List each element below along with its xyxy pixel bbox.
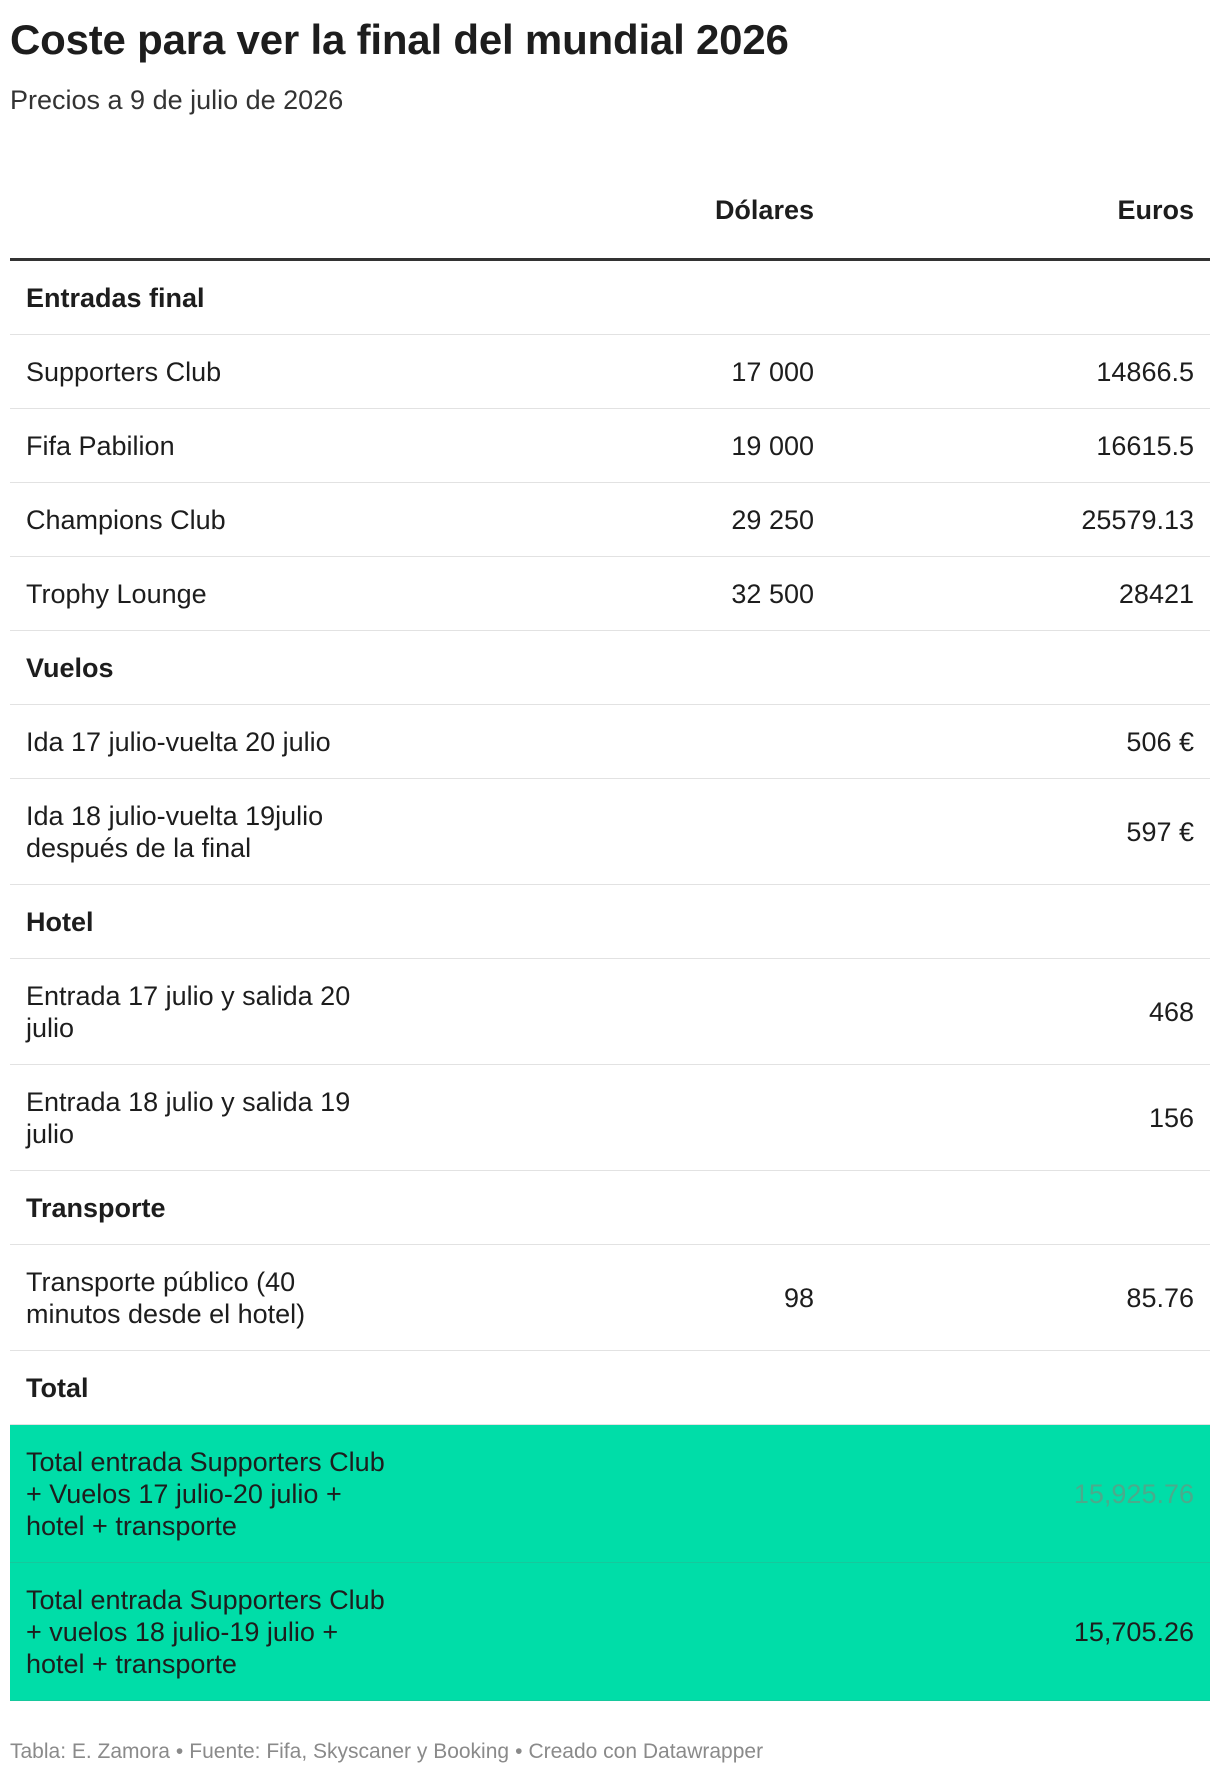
usd-value [480, 1563, 830, 1701]
eur-value [830, 885, 1210, 959]
table-row [10, 1065, 1210, 1171]
table-body [10, 260, 1210, 1701]
footer [10, 1737, 1210, 1767]
usd-value [480, 260, 830, 335]
section-title: Entradas final [10, 260, 480, 335]
table-row [10, 779, 1210, 885]
table-row [10, 409, 1210, 483]
table-row [10, 335, 1210, 409]
section-title: Vuelos [10, 631, 480, 705]
usd-value: 17 000 [480, 335, 830, 409]
eur-value: 15,925.76 [830, 1425, 1210, 1563]
cost-table [10, 162, 1210, 1701]
eur-value: 85.76 [830, 1245, 1210, 1351]
section-title: Hotel [10, 885, 480, 959]
eur-value: 15,705.26 [830, 1563, 1210, 1701]
eur-value: 468 [830, 959, 1210, 1065]
eur-value: 16615.5 [830, 409, 1210, 483]
column-header-dolares: Dólares [480, 162, 830, 260]
eur-value: 156 [830, 1065, 1210, 1171]
row-label: Entrada 18 julio y salida 19 julio [10, 1065, 480, 1171]
footer-created-with: Creado con Datawrapper [528, 1740, 764, 1763]
usd-value [480, 1065, 830, 1171]
table-row [10, 1245, 1210, 1351]
row-label: Ida 18 julio-vuelta 19julio después de la final [10, 779, 480, 885]
column-header-label [10, 162, 480, 260]
usd-value [480, 1171, 830, 1245]
eur-value: 506 € [830, 705, 1210, 779]
usd-value [480, 705, 830, 779]
row-label: Trophy Lounge [10, 557, 480, 631]
usd-value [480, 779, 830, 885]
footer-source: Fuente: Fifa, Skyscaner y Booking [189, 1740, 510, 1763]
page-title: Coste para ver la final del mundial 2026 [10, 16, 789, 63]
usd-value: 29 250 [480, 483, 830, 557]
usd-value [480, 1425, 830, 1563]
page-subtitle: Precios a 9 de julio de 2026 [10, 85, 344, 115]
eur-value: 14866.5 [830, 335, 1210, 409]
row-label: Ida 17 julio-vuelta 20 julio [10, 705, 480, 779]
usd-value: 19 000 [480, 409, 830, 483]
row-label: Total entrada Supporters Club + vuelos 18 julio-19 julio + hotel + transporte [10, 1563, 480, 1701]
eur-value [830, 260, 1210, 335]
usd-value: 32 500 [480, 557, 830, 631]
table-row [10, 557, 1210, 631]
usd-value [480, 631, 830, 705]
section-header-row [10, 885, 1210, 959]
eur-value [830, 1171, 1210, 1245]
row-label: Supporters Club [10, 335, 480, 409]
row-label: Fifa Pabilion [10, 409, 480, 483]
total-row [10, 1563, 1210, 1701]
section-header-row [10, 1171, 1210, 1245]
footer-table-credit: Tabla: E. Zamora [10, 1740, 170, 1763]
row-label: Total entrada Supporters Club + Vuelos 17 julio-20 julio + hotel + transporte [10, 1425, 480, 1563]
eur-value [830, 631, 1210, 705]
table-row [10, 705, 1210, 779]
eur-value: 25579.13 [830, 483, 1210, 557]
table-row [10, 959, 1210, 1065]
footer-separator: • [515, 1740, 523, 1763]
table-header [10, 162, 1210, 260]
section-header-row [10, 260, 1210, 335]
usd-value: 98 [480, 1245, 830, 1351]
section-header-row [10, 1351, 1210, 1425]
column-header-euros: Euros [830, 162, 1210, 260]
usd-value [480, 885, 830, 959]
eur-value: 28421 [830, 557, 1210, 631]
eur-value [830, 1351, 1210, 1425]
row-label: Champions Club [10, 483, 480, 557]
table-row [10, 483, 1210, 557]
section-title: Transporte [10, 1171, 480, 1245]
usd-value [480, 959, 830, 1065]
section-header-row [10, 631, 1210, 705]
footer-separator: • [175, 1740, 184, 1763]
eur-value: 597 € [830, 779, 1210, 885]
row-label: Transporte público (40 minutos desde el hotel) [10, 1245, 480, 1351]
row-label: Entrada 17 julio y salida 20 julio [10, 959, 480, 1065]
section-title: Total [10, 1351, 480, 1425]
total-row [10, 1425, 1210, 1563]
usd-value [480, 1351, 830, 1425]
